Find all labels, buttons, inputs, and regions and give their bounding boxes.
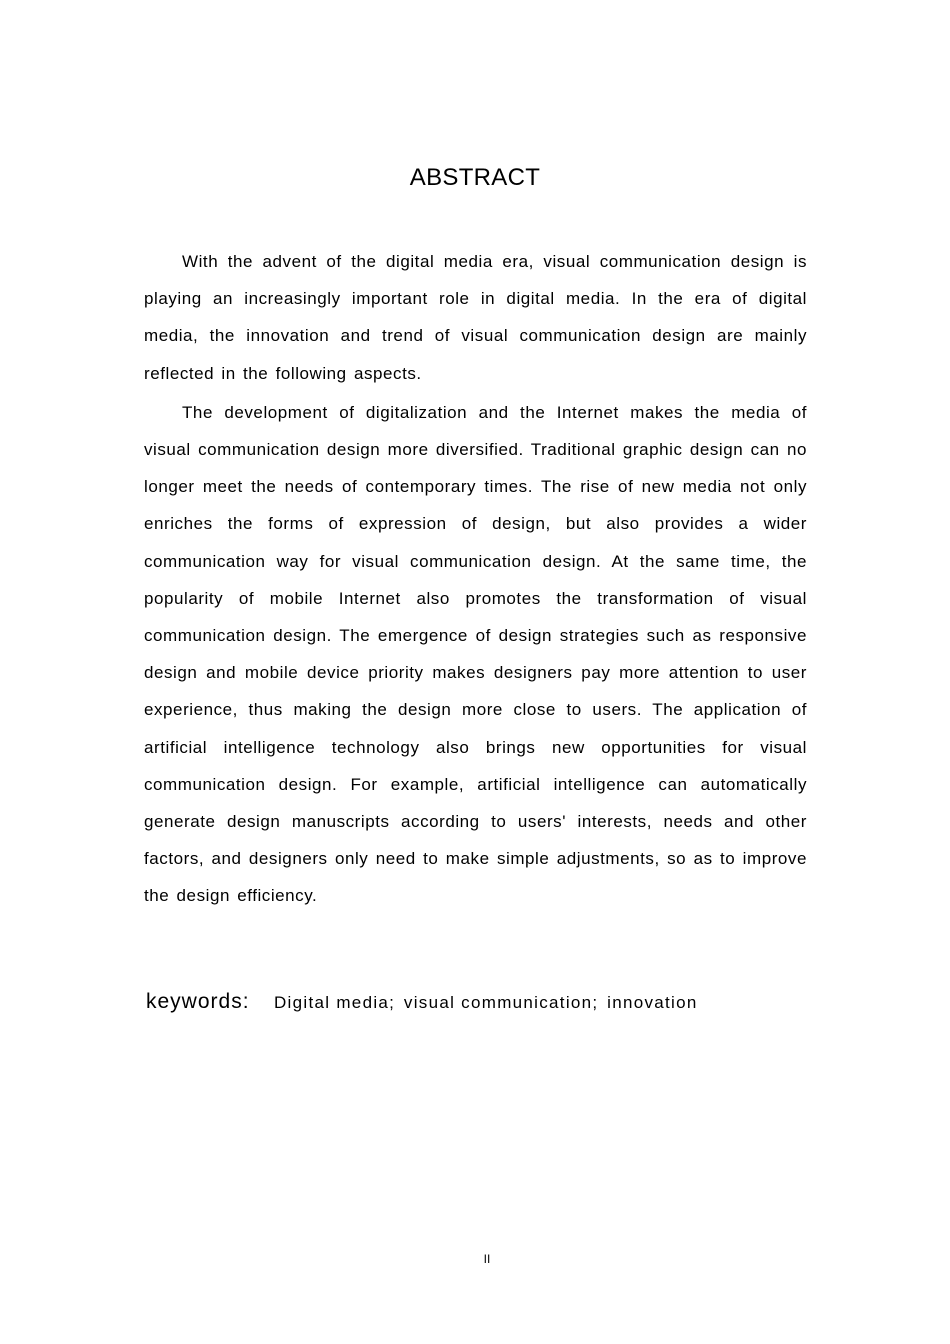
page-title: ABSTRACT	[409, 164, 541, 191]
keyword-separator: ;	[592, 993, 598, 1012]
keyword: Digital media	[273, 993, 390, 1012]
page-number: II	[483, 1252, 491, 1266]
abstract-paragraph: The development of digitalization and the Internet makes the media of visual communication design more diversified. Traditional graphic design can no longer meet the needs of contemporary times. The rise of new media not only enriches the forms of expression of design, but also provides a wider communication way for visual communication design. At the same time, the popularity of mobile Internet also promotes the transformation of visual communication design. The emergence of design strategies such as responsive design and mobile device priority makes designers pay more attention to user experience, thus making the design more close to users. The application of artificial intelligence technology also brings new opportunities for visual communication design. For example, artificial intelligence can automatically generate design manuscripts according to users' interests, needs and other factors, and designers only need to make simple adjustments, so as to improve the design efficiency.	[144, 402, 807, 906]
keywords-list	[274, 993, 698, 1013]
keyword-separator: ;	[389, 993, 394, 1012]
keyword: innovation	[607, 993, 698, 1012]
keywords-line	[146, 990, 698, 1014]
abstract-body	[144, 243, 807, 915]
keywords-label: keywords:	[146, 990, 250, 1013]
keyword: visual communication	[403, 993, 593, 1012]
abstract-paragraph: With the advent of the digital media era, visual communication design is playing an increasingly important role in digital media. In the era of digital media, the innovation and trend of visual communication design are mainly reflected in the following aspects.	[144, 252, 807, 383]
